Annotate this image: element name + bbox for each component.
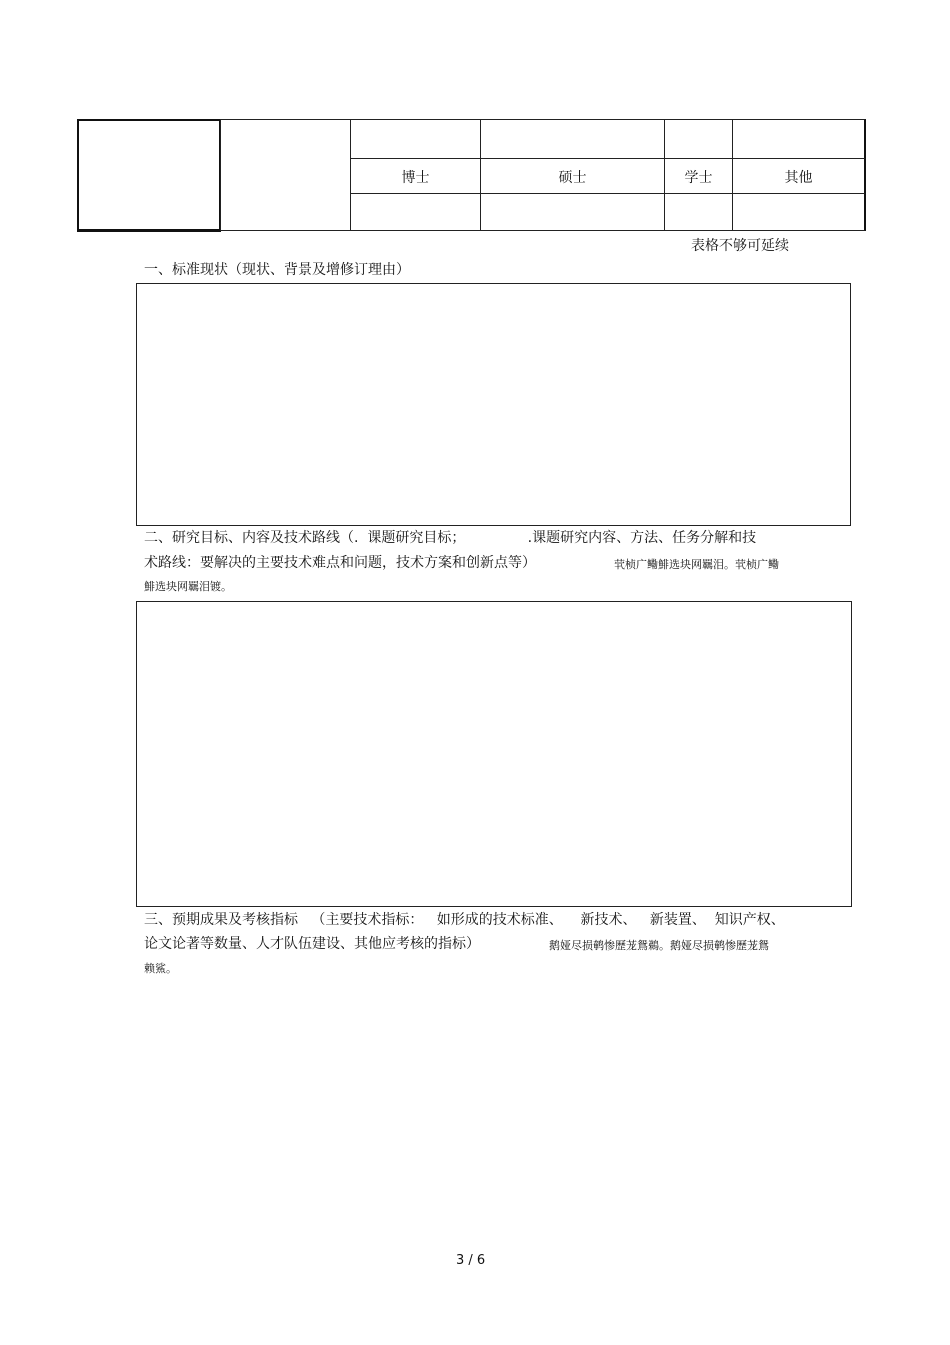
table-cell-second-column [220, 119, 351, 231]
table-cell-r1c2 [480, 119, 665, 159]
table-cell-r1c3 [664, 119, 733, 159]
section-2-content-box[interactable] [136, 601, 852, 907]
section-3-garbled-text-a: 鹅娅尽损鹌惨歷茏鴛鵜。鹅娅尽损鹌惨歷茏鴛 [549, 939, 769, 952]
table-cell-r2c4 [732, 158, 866, 194]
table-cell-r3c1 [350, 193, 481, 231]
table-cell-r2c3 [664, 158, 733, 194]
section-1-title: 一、标准现状（现状、背景及增修订理由） [144, 262, 410, 278]
table-cell-r3c2 [480, 193, 665, 231]
table-continue-note: 表格不够可延续 [691, 238, 789, 254]
page-number: 3 / 6 [456, 1253, 486, 1268]
section-2-garbled-text-b: 鯡选块网羈泪镀。 [144, 580, 232, 593]
degree-label-master: 硕士 [558, 170, 587, 186]
table-cell-r3c3 [664, 193, 733, 231]
table-cell-r3c4 [732, 193, 866, 231]
table-cell-left-block [77, 119, 221, 232]
section-3-garbled-text-b: 赖鯊。 [144, 962, 177, 975]
section-2-title-line1: 二、研究目标、内容及技术路线（. 课题研究目标； .课题研究内容、方法、任务分解和技 [144, 530, 757, 546]
degree-label-other: 其他 [784, 170, 813, 186]
table-cell-r1c1 [350, 119, 481, 159]
degree-label-bachelor: 学士 [684, 170, 713, 186]
degree-label-doctor: 博士 [401, 170, 430, 186]
section-3-title-line2: 论文论著等数量、人才队伍建设、其他应考核的指标） [144, 936, 480, 952]
section-3-title-line1: 三、预期成果及考核指标 （主要技术指标： 如形成的技术标准、 新技术、 新装置、 知识产权、 [144, 912, 785, 928]
table-cell-r2c1 [350, 158, 481, 194]
table-cell-r2c2 [480, 158, 665, 194]
section-2-garbled-text-a: 茕桢广鳓鯡选块网羈泪。茕桢广鳓 [614, 558, 779, 571]
section-1-content-box[interactable] [136, 283, 851, 526]
table-cell-r1c4 [732, 119, 866, 159]
section-2-title-line2: 术路线：要解决的主要技术难点和问题，技术方案和创新点等） [144, 555, 536, 571]
